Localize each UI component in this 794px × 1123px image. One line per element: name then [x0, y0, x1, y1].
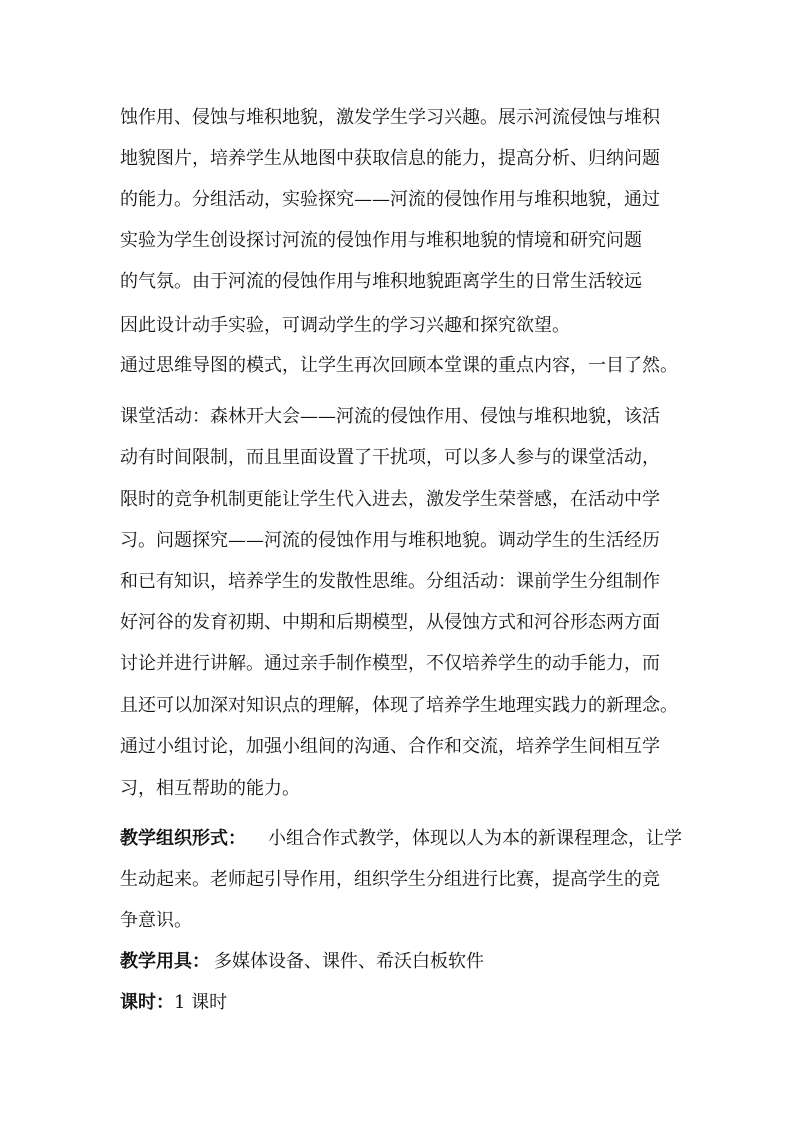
line-text: 习。问题探究——河流的侵蚀作用与堆积地貌。调动学生的生活经历	[120, 530, 660, 551]
line-text: 讨论并进行讲解。通过亲手制作模型，不仅培养学生的动手能力，而	[120, 653, 660, 674]
paragraph-line	[0, 184, 794, 216]
line-text: 且还可以加深对知识点的理解，体现了培养学生地理实践力的新理念。	[120, 695, 678, 716]
paragraph-line	[0, 266, 794, 298]
paragraph-line	[0, 525, 794, 557]
line-text: 通过小组讨论，加强小组间的沟通、合作和交流，培养学生间相互学	[120, 736, 660, 757]
class-hours-value: 1 课时	[174, 992, 228, 1013]
line-text: 蚀作用、侵蚀与堆积地貌，激发学生学习兴趣。展示河流侵蚀与堆积	[120, 107, 660, 128]
paragraph-line	[0, 864, 794, 896]
teaching-tools-value: 多媒体设备、课件、希沃白板软件	[214, 951, 484, 972]
paragraph-line	[0, 648, 794, 680]
teaching-tools-label: 教学用具：	[120, 951, 210, 972]
line-text: 的气氛。由于河流的侵蚀作用与堆积地貌距离学生的日常生活较远	[120, 271, 642, 292]
line-text: 生动起来。老师起引导作用，组织学生分组进行比赛，提高学生的竞	[120, 869, 660, 890]
line-text: 争意识。	[120, 910, 192, 931]
paragraph-line	[0, 690, 794, 722]
line-text: 限时的竞争机制更能让学生代入进去，激发学生荣誉感，在活动中学	[120, 489, 660, 510]
paragraph-line	[0, 310, 794, 342]
paragraph-line	[0, 350, 794, 382]
paragraph-line	[0, 401, 794, 433]
paragraph-line	[0, 905, 794, 937]
paragraph-line	[0, 442, 794, 474]
org-form-line	[0, 823, 794, 855]
line-text: 的能力。分组活动，实验探究——河流的侵蚀作用与堆积地貌，通过	[120, 189, 660, 210]
teaching-tools-line	[0, 946, 794, 978]
class-hours-label: 课时：	[120, 992, 174, 1013]
org-form-label: 教学组织形式：	[120, 828, 246, 849]
line-text: 和已有知识，培养学生的发散性思维。分组活动：课前学生分组制作	[120, 571, 660, 592]
paragraph-line	[0, 225, 794, 257]
paragraph-line	[0, 731, 794, 763]
line-text: 因此设计动手实验，可调动学生的学习兴趣和探究欲望。	[120, 315, 570, 336]
line-text: 好河谷的发育初期、中期和后期模型，从侵蚀方式和河谷形态两方面	[120, 612, 660, 633]
paragraph-line	[0, 607, 794, 639]
line-text: 通过思维导图的模式，让学生再次回顾本堂课的重点内容，一目了然。	[120, 355, 678, 376]
paragraph-line	[0, 484, 794, 516]
line-text: 习，相互帮助的能力。	[120, 778, 300, 799]
class-hours-line	[0, 987, 794, 1019]
paragraph-line	[0, 773, 794, 805]
line-text: 地貌图片，培养学生从地图中获取信息的能力，提高分析、归纳问题	[120, 148, 660, 169]
line-text: 课堂活动：森林开大会——河流的侵蚀作用、侵蚀与堆积地貌，该活	[120, 406, 660, 427]
paragraph-line	[0, 566, 794, 598]
paragraph-line	[0, 102, 794, 134]
paragraph-line	[0, 143, 794, 175]
org-form-text: 小组合作式教学，体现以人为本的新课程理念，让学	[268, 828, 682, 849]
line-text: 动有时间限制，而且里面设置了干扰项，可以多人参与的课堂活动，	[120, 447, 660, 468]
line-text: 实验为学生创设探讨河流的侵蚀作用与堆积地貌的情境和研究问题	[120, 230, 642, 251]
